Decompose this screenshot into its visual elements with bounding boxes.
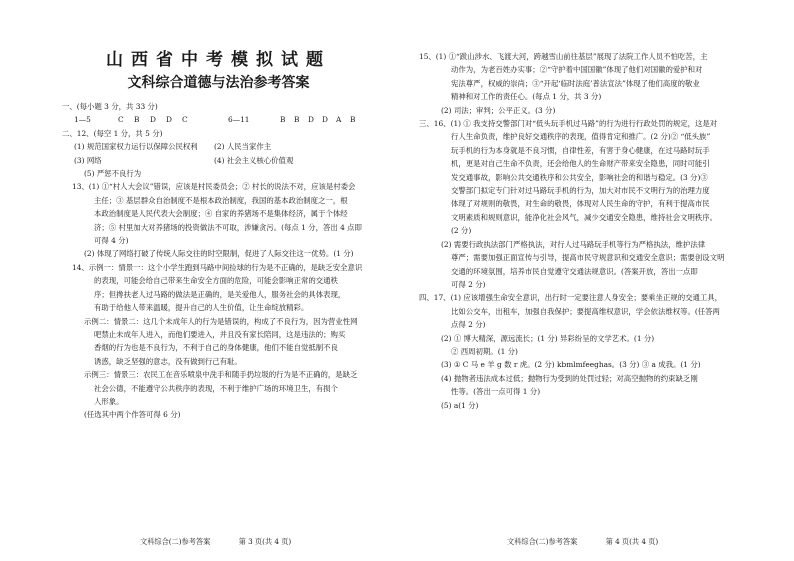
q17-part-5: (5) a(1 分): [441, 400, 479, 410]
q12-answer-1: (1) 规范国家权力运行以保障公民权利: [74, 142, 198, 152]
q17-part-4: 性等。(答出一点可得 1 分): [451, 387, 541, 397]
answer-3: D: [150, 115, 156, 125]
q16-line: 交警部门拟定专门针对过马路玩手机的行为，加大对市民不文明行为的治理力度: [451, 186, 710, 196]
q16-line: 文明素质和规则意识，能净化社会风气，减少交通安全隐患，维持社会文明秩序。: [451, 212, 718, 222]
answer-1: C: [118, 115, 124, 125]
answer-page-4: [397, 0, 794, 561]
footer-page-number: 第 3 页(共 4 页): [238, 537, 292, 546]
answer-10: A: [336, 115, 342, 125]
q17-part-3: (3) ① C 马 e 羊 g 数 r 虎。(2 分) kbmlmfeeghas。(3 分) ③ a 成我。(1 分): [441, 360, 701, 370]
section-2-heading: 二、12、(每空 1 分，共 5 分): [62, 128, 163, 138]
q16-part-2-line: 交通的环境氛围，培养市民自觉遵守交通法规意识。(答案开放，答出一点即: [451, 266, 698, 276]
q15-part-2: (2) 司法；审判；公平正义。(3 分): [441, 105, 556, 115]
q16-line: 机，更是对自己生命不负责，还会给他人的生命财产带来安全隐患，同时可能引: [451, 159, 710, 169]
q14-line: 香烟的行为也是不良行为，不利于自己的身体健康，他们不能自觉抵制不良: [94, 343, 338, 353]
q14-line: 示例三：情景三：农民工在音乐喷泉中洗手和随手扔垃圾的行为是不正确的，是缺乏: [84, 370, 358, 380]
q15-line: 宪法尊严，权威的崇尚；③“开起‘临时法庭’普法宣法”体现了他们高度的敬业: [451, 78, 700, 88]
q16-line: 三、16、(1) ① 我支持交警部门对“低头玩手机过马路”的行为进行行政处罚的规定，这是对: [419, 119, 718, 129]
q13-line: 主任；③ 基层群众自治制度不是根本政治制度，我国的基本政治制度之一，根: [94, 195, 348, 205]
page-footer: [140, 537, 317, 547]
q12-answer-2: (2) 人民当家作主: [214, 142, 272, 152]
answer-6: B: [280, 115, 286, 125]
q17-part-2: (2) ① 博大精深，源远流长；(1 分) 异彩纷呈的文学艺术。(1 分): [441, 333, 655, 343]
q12-answer-4: (4) 社会主义核心价值观: [214, 155, 294, 165]
range-1-5: 1—5: [74, 115, 91, 125]
q14-line: 有助于给他人带来温暖，提升自己的人生价值，让生命绽放精彩。: [94, 303, 309, 313]
q15-line: 15、(1) ①“跋山涉水、飞渡大河，跨越雪山前往基层”展现了法院工作人员不怕吃苦，主: [419, 52, 708, 61]
q14-note: (任选其中两个作答可得 6 分): [84, 410, 181, 420]
q14-line: 14、示例一：情景一：这个小学生跑到马路中间捡球的行为是不正确的，是缺乏安全意识: [72, 262, 363, 272]
q14-line: 序；但搀扶老人过马路的做法是正确的，是关爱他人，服务社会的具体表现，: [94, 289, 346, 299]
q14-line: 社会公德，不能遵守公共秩序的表现，不利于维护广场的环境卫生，有损个: [94, 383, 338, 393]
answer-8: D: [308, 115, 314, 125]
q16-part-2-line: 可得 2 分): [451, 279, 486, 289]
range-6-11: 6—11: [228, 115, 250, 125]
q16-line: 行人生命负责，维护良好交通秩序的表现，值得肯定和推广。(2 分)② “低头族”: [451, 132, 711, 142]
q16-line: (2 分): [451, 226, 472, 236]
q12-answer-3: (3) 网络: [74, 155, 102, 165]
page-title: 山西省中考模拟试题: [106, 50, 331, 70]
q12-row-1: [62, 140, 375, 153]
q13-line: 可得 4 分): [94, 236, 129, 246]
q12-row-2: [62, 154, 375, 167]
page-subtitle: 文科综合道德与法治参考答案: [127, 75, 310, 91]
footer-doc-name: 文科综合(二)参考答案: [507, 537, 578, 546]
q17-part-2b: ② 西周初期。(1 分): [451, 346, 518, 356]
q13-line: 13、(1) ①“村人大会议”错误，应该是村民委员会；② 村长的说法不对，应该是村委会: [72, 182, 356, 192]
q15-line: 精神和对工作的责任心。(每点 1 分，共 3 分): [451, 92, 602, 102]
q16-line: 玩手机的行为本身就是不良习惯，自律性差，有害于身心健康，在过马路时玩手: [451, 145, 710, 155]
footer-doc-name: 文科综合(二)参考答案: [140, 537, 211, 546]
q17-part-4: (4) 抛物者违法成本过低；抛物行为受到的处罚过轻；对高空抛物的约束缺乏刚: [441, 373, 698, 383]
section-1-heading: 一、(每小题 3 分，共 33 分): [62, 102, 158, 111]
q13-line: 济；⑤ 村里加大对养猪场的投资做法不可取，涉嫌贪污。(每点 1 分，答出 4 点即: [94, 222, 362, 232]
answer-2: B: [134, 115, 140, 125]
q14-line: 吧禁止未成年人进入，而他们要进入，并且没有家长陪同，这是违法的；购买: [94, 329, 346, 339]
answer-7: B: [294, 115, 300, 125]
page-footer: [507, 537, 684, 547]
q13-line: 本政治制度是人民代表大会制度；④ 自家的养猪场不是集体经济，属于个体经: [94, 209, 348, 219]
answer-11: B: [350, 115, 356, 125]
section-1-answer-grid: [62, 113, 375, 126]
q14-line: 诱惑，缺乏坚强的意志，没有做到行己有耻。: [94, 356, 242, 366]
q14-line: 的表现，可能会给自己带来生命安全方面的危险，可能会影响正常的交通秩: [94, 276, 338, 286]
q17-line: 点得 2 分): [451, 320, 486, 330]
q14-line: 人形象。: [94, 396, 124, 406]
answer-9: D: [322, 115, 328, 125]
answer-4: D: [166, 115, 172, 125]
footer-page-number: 第 4 页(共 4 页): [605, 537, 659, 546]
q16-part-2-line: 尊严；需要加强正面宣传与引导，提高市民守规意识和交通安全意识；需要创设文明: [451, 253, 725, 263]
q16-part-2-line: (2) 需要行政执法部门严格执法，对行人过马路玩手机等行为严格执法，维护法律: [441, 239, 706, 249]
q17-line: 比如公交车，出租车，加强自我保护；要提高维权意识，学会依法维权等。(任答两: [451, 306, 720, 316]
q15-line: 动作为，为老百姓办实事；②“守护着中国国徽”体现了他们对国徽的爱护和对: [451, 65, 703, 75]
q16-line: 体现了对规则的敬畏，对生命的敬畏，体现对人民生命的守护，有利于提高市民: [451, 199, 710, 209]
q17-line: 四、17、(1) 应该增强生命安全意识，出行时一定要注意人身安全；要乘坐正规的交通工具，: [419, 293, 723, 303]
q12-answer-5: (5) 严惩不良行为: [84, 169, 142, 179]
q16-line: 发交通事故，影响公共交通秩序和公共安全，影响社会的和谐与稳定。(3 分)③: [451, 172, 708, 182]
q14-line: 示例二：情景二：这几个未成年人的行为是错误的，构成了不良行为，因为营业性网: [84, 316, 358, 326]
q13-part-2: (2) 体现了网络打破了传统人际交往的时空限制，促进了人际交往这一优势。(1 分): [84, 249, 354, 259]
answer-5: C: [182, 115, 188, 125]
